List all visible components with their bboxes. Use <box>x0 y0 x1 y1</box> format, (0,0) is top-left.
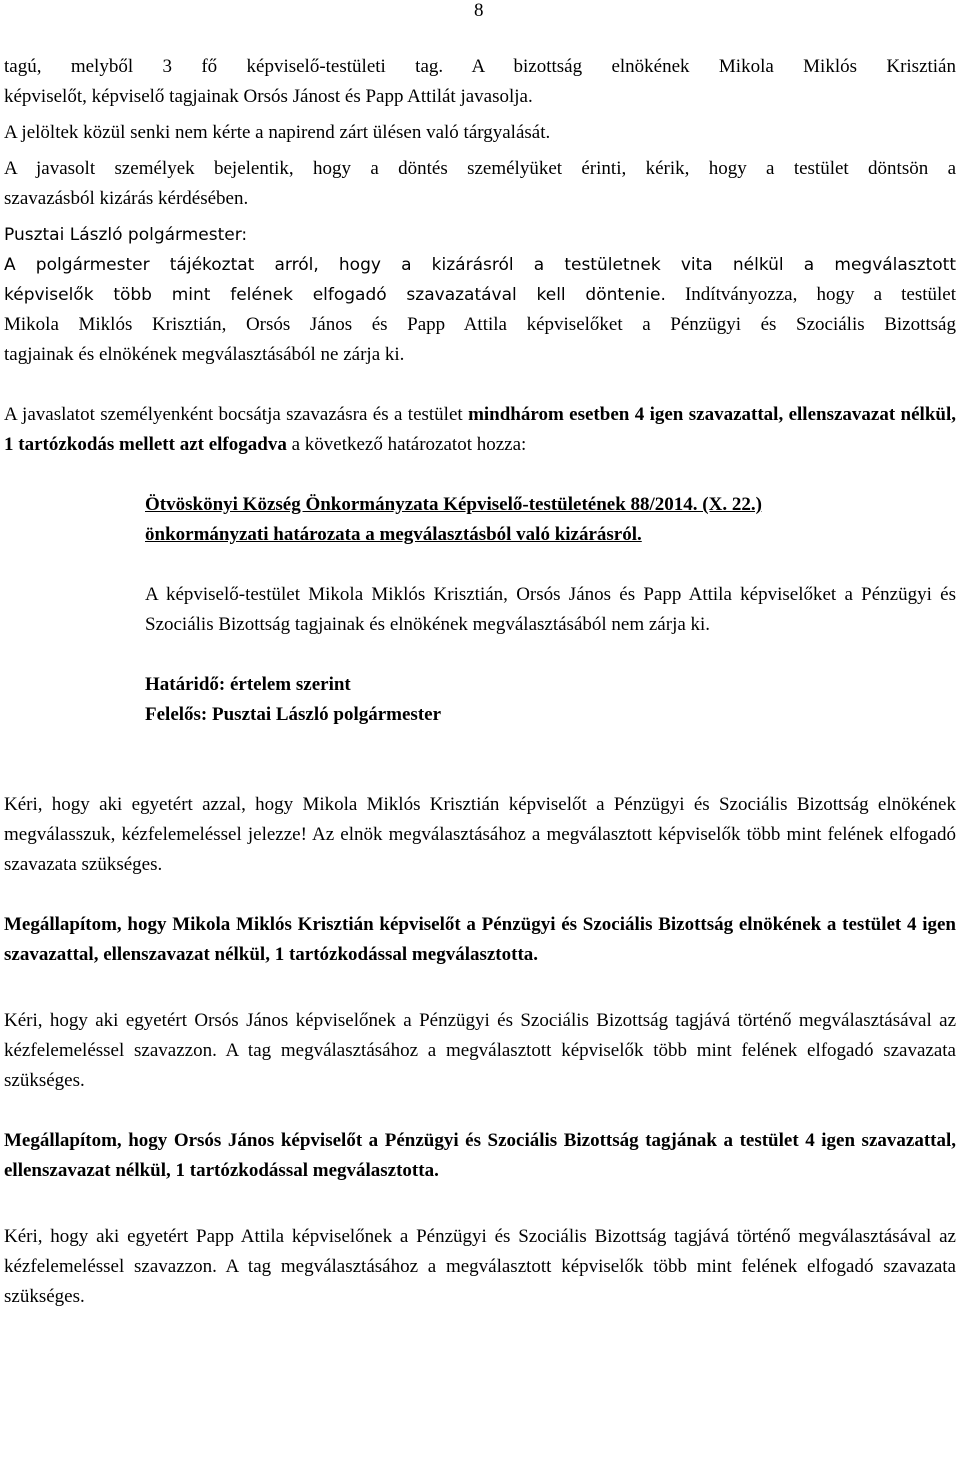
vote-outro: a következő határozatot hozza: <box>286 434 527 455</box>
paragraph-line: Mikola Miklós Krisztián, Orsós János és Papp Attila képviselőket a Pénzügyi és Szociális Bizottság <box>4 314 956 335</box>
resolution-title: Ötvöskönyi Község Önkormányzata Képviselő-testületének 88/2014. (X. 22.) <box>145 494 762 515</box>
speaker-heading: Pusztai László polgármester: <box>4 225 248 245</box>
resolution-responsible: Felelős: Pusztai László polgármester <box>145 704 442 725</box>
paragraph-line: A polgármester tájékoztat arról, hogy a kizárásról a testületnek vita nélkül a megválasztott <box>4 255 956 275</box>
resolution-deadline: Határidő: értelem szerint <box>145 674 351 695</box>
paragraph: A jelöltek közül senki nem kérte a napirend zárt ülésen való tárgyalását. <box>4 122 551 143</box>
vote-request: Kéri, hogy aki egyetért azzal, hogy Mikola Miklós Krisztián képviselőt a Pénzügyi és Szociális Bizottság elnökének megválasszuk, kézfelemeléssel jelezze! Az elnök megválasztásához a megválasztott képviselők több mint felének elfogadó szavazata szükséges. <box>4 794 956 875</box>
vote-intro: A javaslatot személyenként bocsátja szavazásra és a testület <box>4 404 469 425</box>
paragraph-line: tagjainak és elnökének megválasztásából ne zárja ki. <box>4 344 405 365</box>
paragraph-line: tagú, melyből 3 fő képviselő-testületi tag. A bizottság elnökének Mikola Miklós Krisztián <box>4 56 956 77</box>
vote-result: Megállapítom, hogy Orsós János képviselőt a Pénzügyi és Szociális Bizottság tagjának a testület 4 igen szavazattal, ellenszavazat nélkül, 1 tartózkodással megválasztotta. <box>4 1130 956 1181</box>
sentence: képviselők több mint felének elfogadó szavazatával kell döntenie. <box>4 285 666 305</box>
sentence: Indítványozza, hogy a testület <box>665 284 956 305</box>
vote-result: mindhárom esetben 4 igen szavazattal, ellenszavazat nélkül, 1 tartózkodás mellett azt elfogadva <box>4 404 956 455</box>
resolution-body: A képviselő-testület Mikola Miklós Krisztián, Orsós János és Papp Attila képviselőket a Pénzügyi és Szociális Bizottság tagjainak és elnökének megválasztásából nem zárja ki. <box>145 584 956 635</box>
vote-result: Megállapítom, hogy Mikola Miklós Krisztián képviselőt a Pénzügyi és Szociális Bizottság elnökének a testület 4 igen szavazattal, ellenszavazat nélkül, 1 tartózkodással megválasztotta. <box>4 914 956 965</box>
paragraph-line: A javasolt személyek bejelentik, hogy a döntés személyüket érinti, kérik, hogy a testület döntsön a <box>4 158 956 179</box>
vote-request: Kéri, hogy aki egyetért Orsós János képviselőnek a Pénzügyi és Szociális Bizottság tagjává történő megválasztásával az kézfelemeléssel szavazzon. A tag megválasztásához a megválasztott képviselők több mint felének elfogadó szavazata szükséges. <box>4 1010 956 1091</box>
vote-request: Kéri, hogy aki egyetért Papp Attila képviselőnek a Pénzügyi és Szociális Bizottság tagjává történő megválasztásával az kézfelemeléssel szavazzon. A tag megválasztásához a megválasztott képviselők több mint felének elfogadó szavazata szükséges. <box>4 1226 956 1307</box>
document-body <box>4 52 956 1312</box>
paragraph-line <box>4 280 956 310</box>
paragraph-line: képviselőt, képviselő tagjainak Orsós Jánost és Papp Attilát javasolja. <box>4 86 533 107</box>
vote-paragraph <box>4 400 956 460</box>
resolution-title: önkormányzati határozata a megválasztásból való kizárásról. <box>145 524 642 545</box>
paragraph-line: szavazásból kizárás kérdésében. <box>4 188 249 209</box>
page-number: 8 <box>474 0 484 21</box>
